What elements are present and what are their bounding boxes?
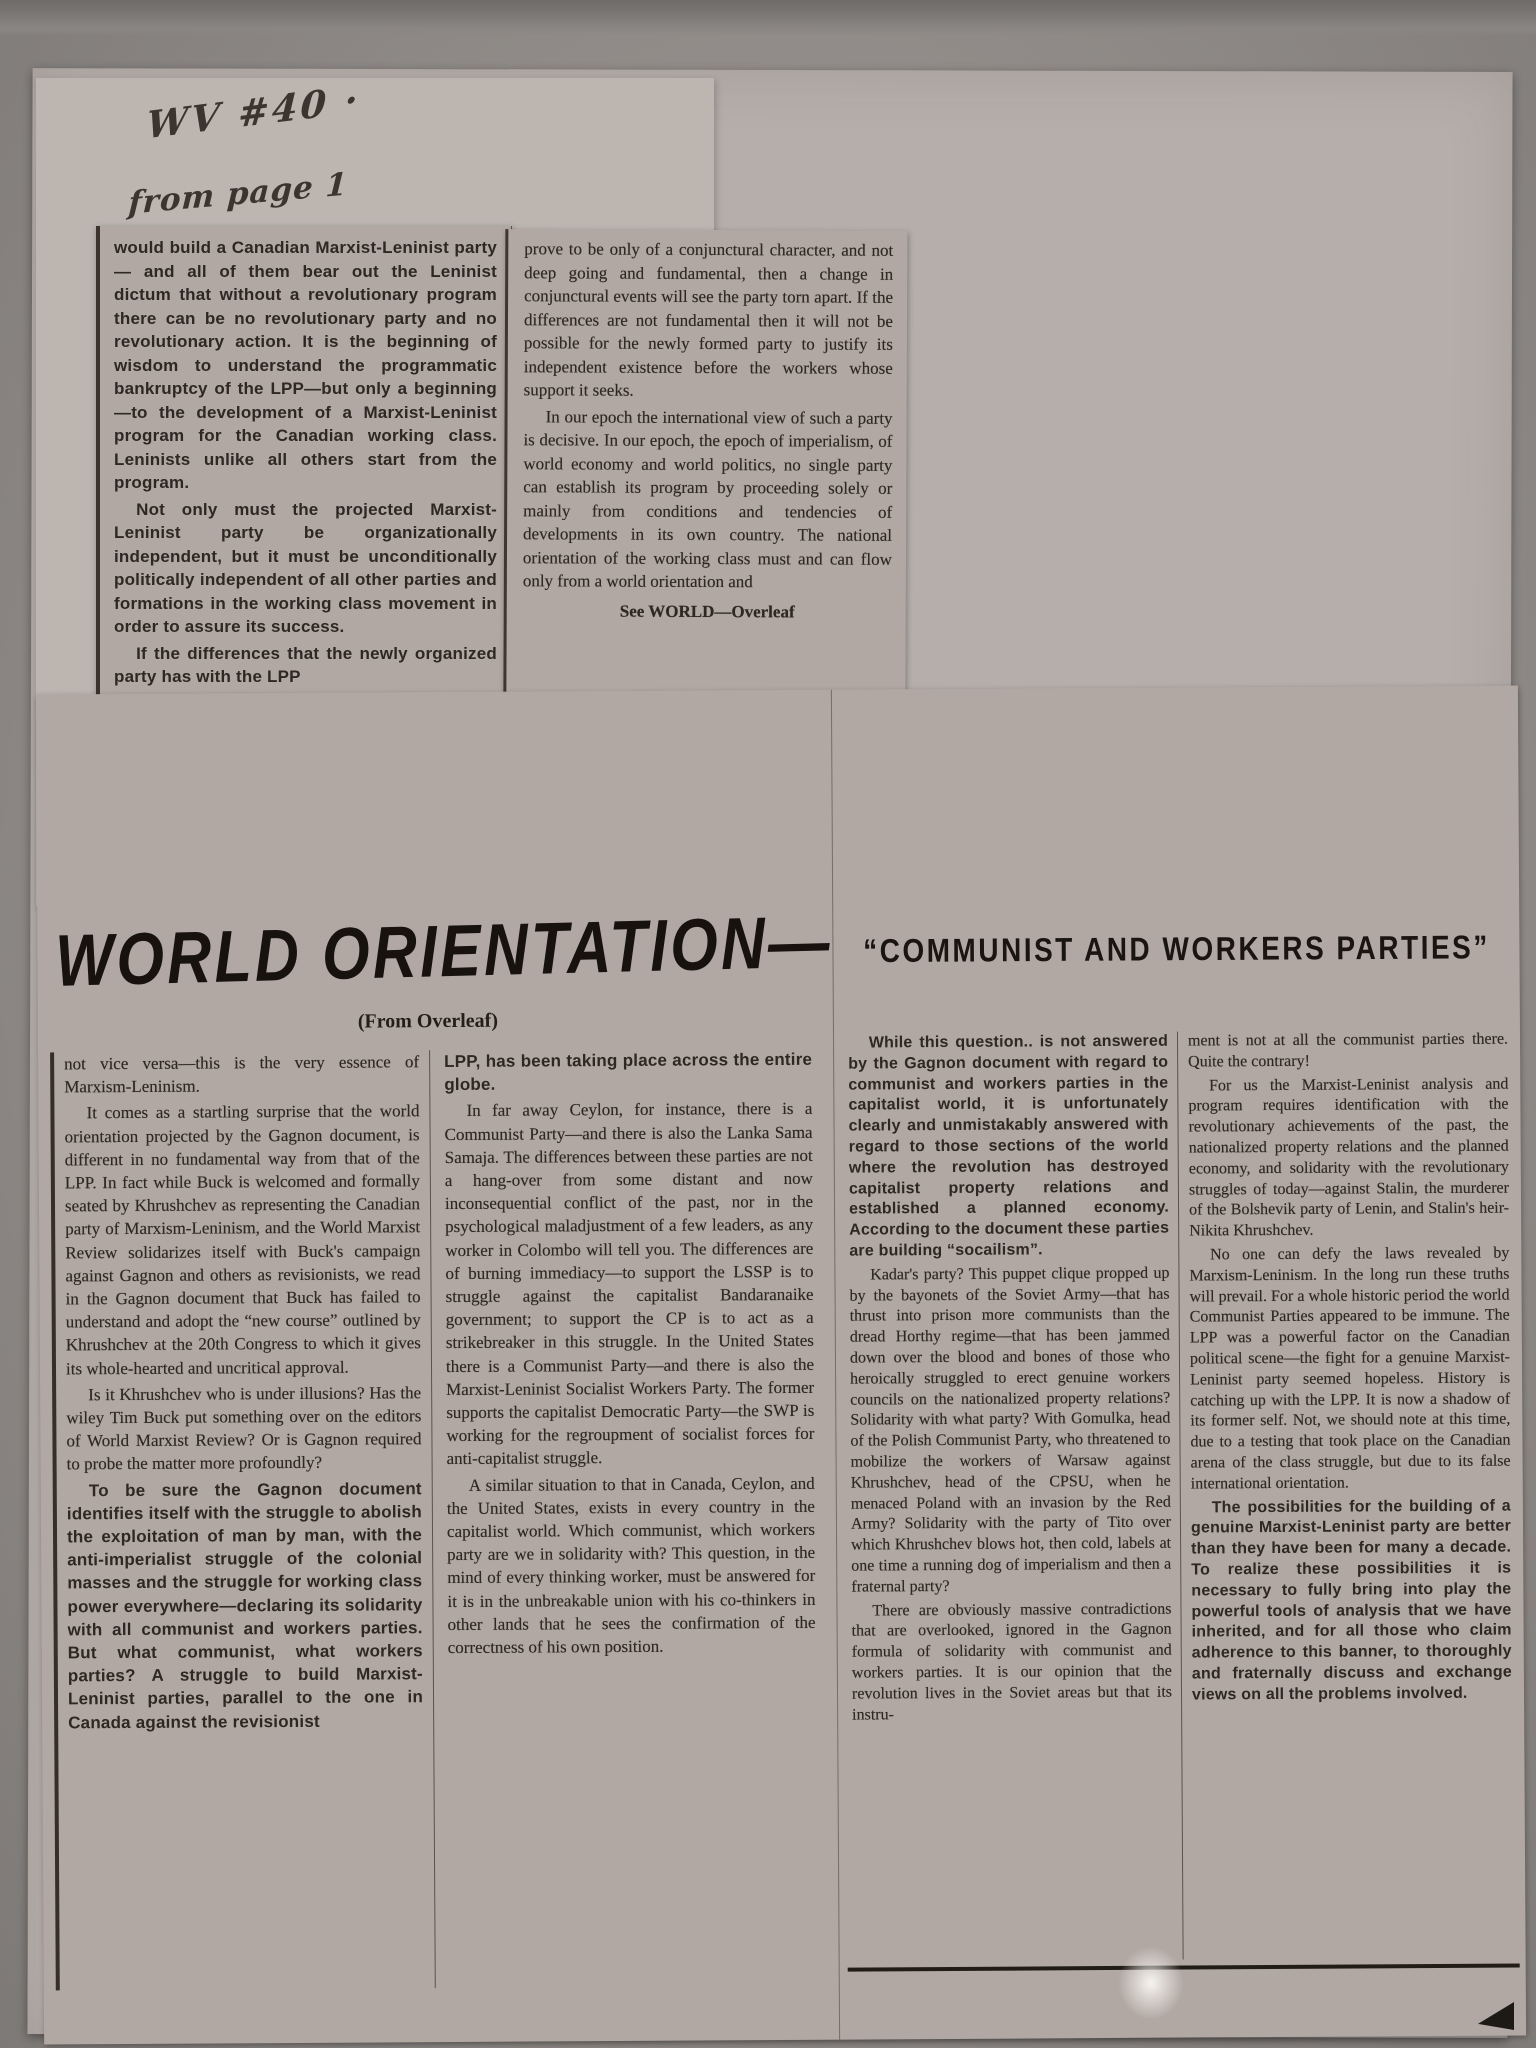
paragraph: not vice versa—this is the very essence of Marxism-Leninism. — [64, 1052, 420, 1097]
world-orientation-article — [36, 690, 840, 2045]
paragraph: prove to be only of a conjunctural character, and not deep going and fundamental, then a change in conjunctural events will see the party torn apart. If the differences are not fundamental then it will not be possible for the newly formed party to justify its independent existence before the workers whose support it seeks. — [523, 239, 894, 400]
world-orientation-headline: WORLD ORIENTATION— — [54, 900, 834, 1002]
paragraph: The possibilities for the building of a genuine Marxist-Leninist party are better than they have been for many a decade. To realize these possibilities it is necessary to fully bring into play the powerful tools of analysis that we have inherited, and for all those who claim adherence to this banner, to thoroughly and fraternally discuss and exchange views on all the problems involved. — [1190, 1497, 1512, 1704]
world-column-1 — [50, 1050, 436, 1990]
paragraph: ment is not at all the communist parties there. Quite the contrary! — [1187, 1030, 1509, 1071]
communist-column-1 — [842, 1032, 1184, 1962]
paragraph: To be sure the Gagnon document identifies itself with the struggle to abolish the exploitation of man by man, with the anti-imperialist struggle of the colonial masses and the struggle for working class power everywhere—declaring its solidarity with all communist and workers parties. But what communist, what workers parties? A struggle to build Marxist-Leninist parties, parallel to the one in Canada against the revisionist — [66, 1478, 424, 1733]
communist-parties-article — [832, 685, 1526, 2039]
paragraph: If the differences that the newly organized party has with the LPP — [114, 643, 497, 686]
paragraph: In far away Ceylon, for instance, there is a Communist Party—and there is also the Lanka Sama Samaja. The differences between these parties are not a hang-over from some distant and now inconsequential conflict of the past, nor in the psychological maladjustment of a few leaders, as any worker in Colombo will tell you. The differences are of burning immediacy—to support the LSSP is to struggle against the capitalist Bandaranaike government; to support the CP is to act as a strikebreaker in this struggle. In the United States there is a Communist Party—and there is also the Marxist-Leninist Socialist Workers Party. The former supports the capitalist Democratic Party—the SWP is working for the regroupment of socialist forces for anti-capitalist struggle. — [444, 1099, 815, 1469]
paragraph: Not only must the projected Marxist-Leninist party be organizationally independent, but it must be unconditionally politically independent of all other parties and formations in the working class movement in order to assure its success. — [114, 499, 497, 636]
communist-column-2 — [1178, 1030, 1520, 1960]
world-orientation-subhead: (From Overleaf) — [357, 1009, 499, 1033]
paragraph: It comes as a startling surprise that the world orientation projected by the Gagnon document, is different in no fundamental way from that of the LPP. In fact while Buck is welcomed and formally seated by Khrushchev as representing the Canadian party of Marxism-Leninism, and the World Marxist Review solidarizes itself with Buck's campaign against Gagnon and others as revisionists, we read in the Gagnon document that Buck has failed to understand and adopt the “new course” outlined by Khrushchev at the 20th Congress to which it gives its whole-hearted and uncritical approval. — [64, 1101, 421, 1379]
communist-parties-headline: “COMMUNIST AND WORKERS PARTIES” — [863, 928, 1490, 970]
world-orientation-columns — [50, 1048, 828, 1991]
paragraph: For us the Marxist-Leninist analysis and program requires identification with the revolutionary achievements of the past, the nationalized property relations and the planned economy, and solidarity with the revolutionary struggles of today—against Stalin, the murderer of the Bolshevik party of Lenin, and Stalin's heir-Nikita Khrushchev. — [1188, 1075, 1510, 1240]
glare-spot — [1118, 1946, 1184, 2020]
paragraph: There are obviously massive contradictions that are overlooked, ignored in the Gagnon formula of solidarity with communist and workers parties. It is our opinion that the revolution lives in the Soviet areas but that its instru- — [851, 1600, 1173, 1724]
paragraph: A similar situation to that in Canada, Ceylon, and the United States, exists in every country in the capitalist world. Which communist, which workers party are we in solidarity with? This question, in the mind of every thinking worker, must be answered for it is in the unbreakable union with his co-thinkers in other lands that he sees the confirmation of the correctness of his own position. — [446, 1473, 816, 1658]
paragraph: would build a Canadian Marxist-Leninist party — and all of them bear out the Leninist dictum that without a revolutionary program there can be no revolutionary party and no revolutionary action. It is the beginning of wisdom to understand the programmatic bankruptcy of the LPP—but only a beginning—to the development of a Marxist-Leninist program for the Canadian working class. Leninists unlike all others start from the program. — [114, 238, 497, 492]
paragraph: LPP, has been taking place across the entire globe. — [444, 1049, 813, 1095]
paragraph: Kadar's party? This puppet clique propped up by the bayonets of the Soviet Army—that has thrust into prison more communists than the dread Horthy regime—that has been jammed down over the blood and bones of those who heroically struggled to erect genuine workers councils on the nationalized property relations? Solidarity with what party? With Gomulka, head of the Polish Communist Party, who threatened to mobilize the workers of Warsaw against Khrushchev, head of the CPSU, when he menaced Poland with an invasion by the Red Army? Solidarity with the party of Tito over which Khrushchev blows hot, then cold, labels at one time a running dog of imperialism and then a fraternal party? — [849, 1264, 1172, 1596]
paragraph: No one can defy the laws revealed by Marxism-Leninism. In the long run these truths will prevail. For a whole historic period the world Communist Parties appeared to be immune. The LPP was a powerful factor on the Canadian political scene—the fight for a genuine Marxist-Leninist party seemed hopeless. History is catching up with the LPP. It is now a shadow of its former self. Not, we should note at this time, due to a testing that took place on the Canadian arena of the class struggle, but due to its false international orientation. — [1189, 1244, 1511, 1493]
bottom-clipping — [36, 685, 1526, 2044]
paragraph: Is it Khrushchev who is under illusions? Has the wiley Tim Buck put something over on the editors of World Marxist Review? Or is Gagnon required to probe the matter more profoundly? — [66, 1383, 422, 1474]
handwritten-page-note: from page 1 — [127, 166, 350, 222]
paragraph: While this question.. is not answered by the Gagnon document with regard to communist and workers parties in the capitalist world, it is unfortunately clearly and unmistakably answered with regard to those sections of the world where the revolution has destroyed capitalist property relations and established a planned economy. According to the document these parties are building “socailism”. — [848, 1032, 1170, 1260]
continuation-line: See WORLD—Overleaf — [619, 601, 795, 621]
handwritten-issue-note: WV #40 · — [145, 76, 362, 148]
world-column-2 — [430, 1048, 828, 1988]
paragraph: In our epoch the international view of such a party is decisive. In our epoch, the epoch of imperialism, of world economy and world politics, no single party can establish its program by proceeding solely or mainly from conditions and tendencies of developments in its own country. The national orientation of the working class must and can flow only from a world orientation and — [522, 406, 893, 592]
communist-parties-columns — [842, 1030, 1520, 1972]
photo-edge-shading — [0, 0, 1536, 36]
